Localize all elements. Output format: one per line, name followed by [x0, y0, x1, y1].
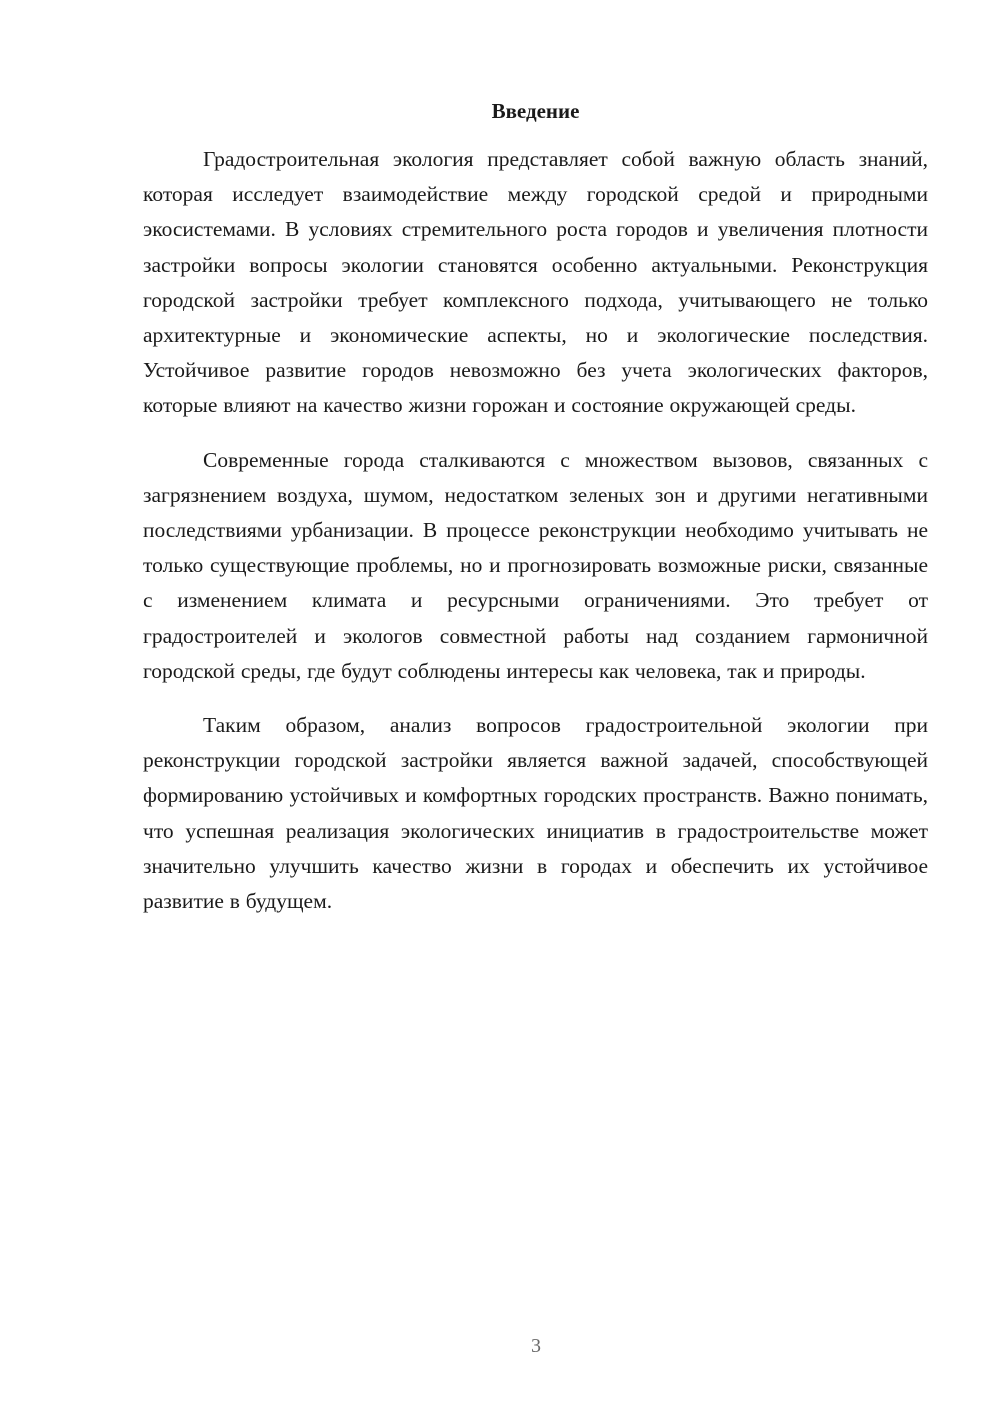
paragraph-3: Таким образом, анализ вопросов градостроительной экологии при реконструкции городской застройки является важной задачей, способствующей формированию устойчивых и комфортных городских пространств. Важно понимать, что успешная реализация экологических инициатив в градостроительстве может значительно улучшить качество жизни в городах и обеспечить их устойчивое развитие в будущем. [143, 713, 928, 914]
section-heading: Введение [491, 99, 580, 123]
paragraph-1: Градостроительная экология представляет собой важную область знаний, которая исследует взаимодействие между городской средой и природными экосистемами. В условиях стремительного роста городов и увеличения плотности застройки вопросы экологии становятся особенно актуальными. Реконструкция городской застройки требует комплексного подхода, учитывающего не только архитектурные и экономические аспекты, но и экологические последствия. Устойчивое развитие городов невозможно без учета экологических факторов, которые влияют на качество жизни горожан и состояние окружающей среды. [143, 147, 928, 418]
page-number: 3 [531, 1335, 541, 1357]
paragraph-2: Современные города сталкиваются с множеством вызовов, связанных с загрязнением воздуха, шумом, недостатком зеленых зон и другими негативными последствиями урбанизации. В процессе реконструкции необходимо учитывать не только существующие проблемы, но и прогнозировать возможные риски, связанные с изменением климата и ресурсными ограничениями. Это требует от градостроителей и экологов совместной работы над созданием гармоничной городской среды, где будут соблюдены интересы как человека, так и природы. [143, 447, 928, 683]
body-text [143, 142, 928, 938]
